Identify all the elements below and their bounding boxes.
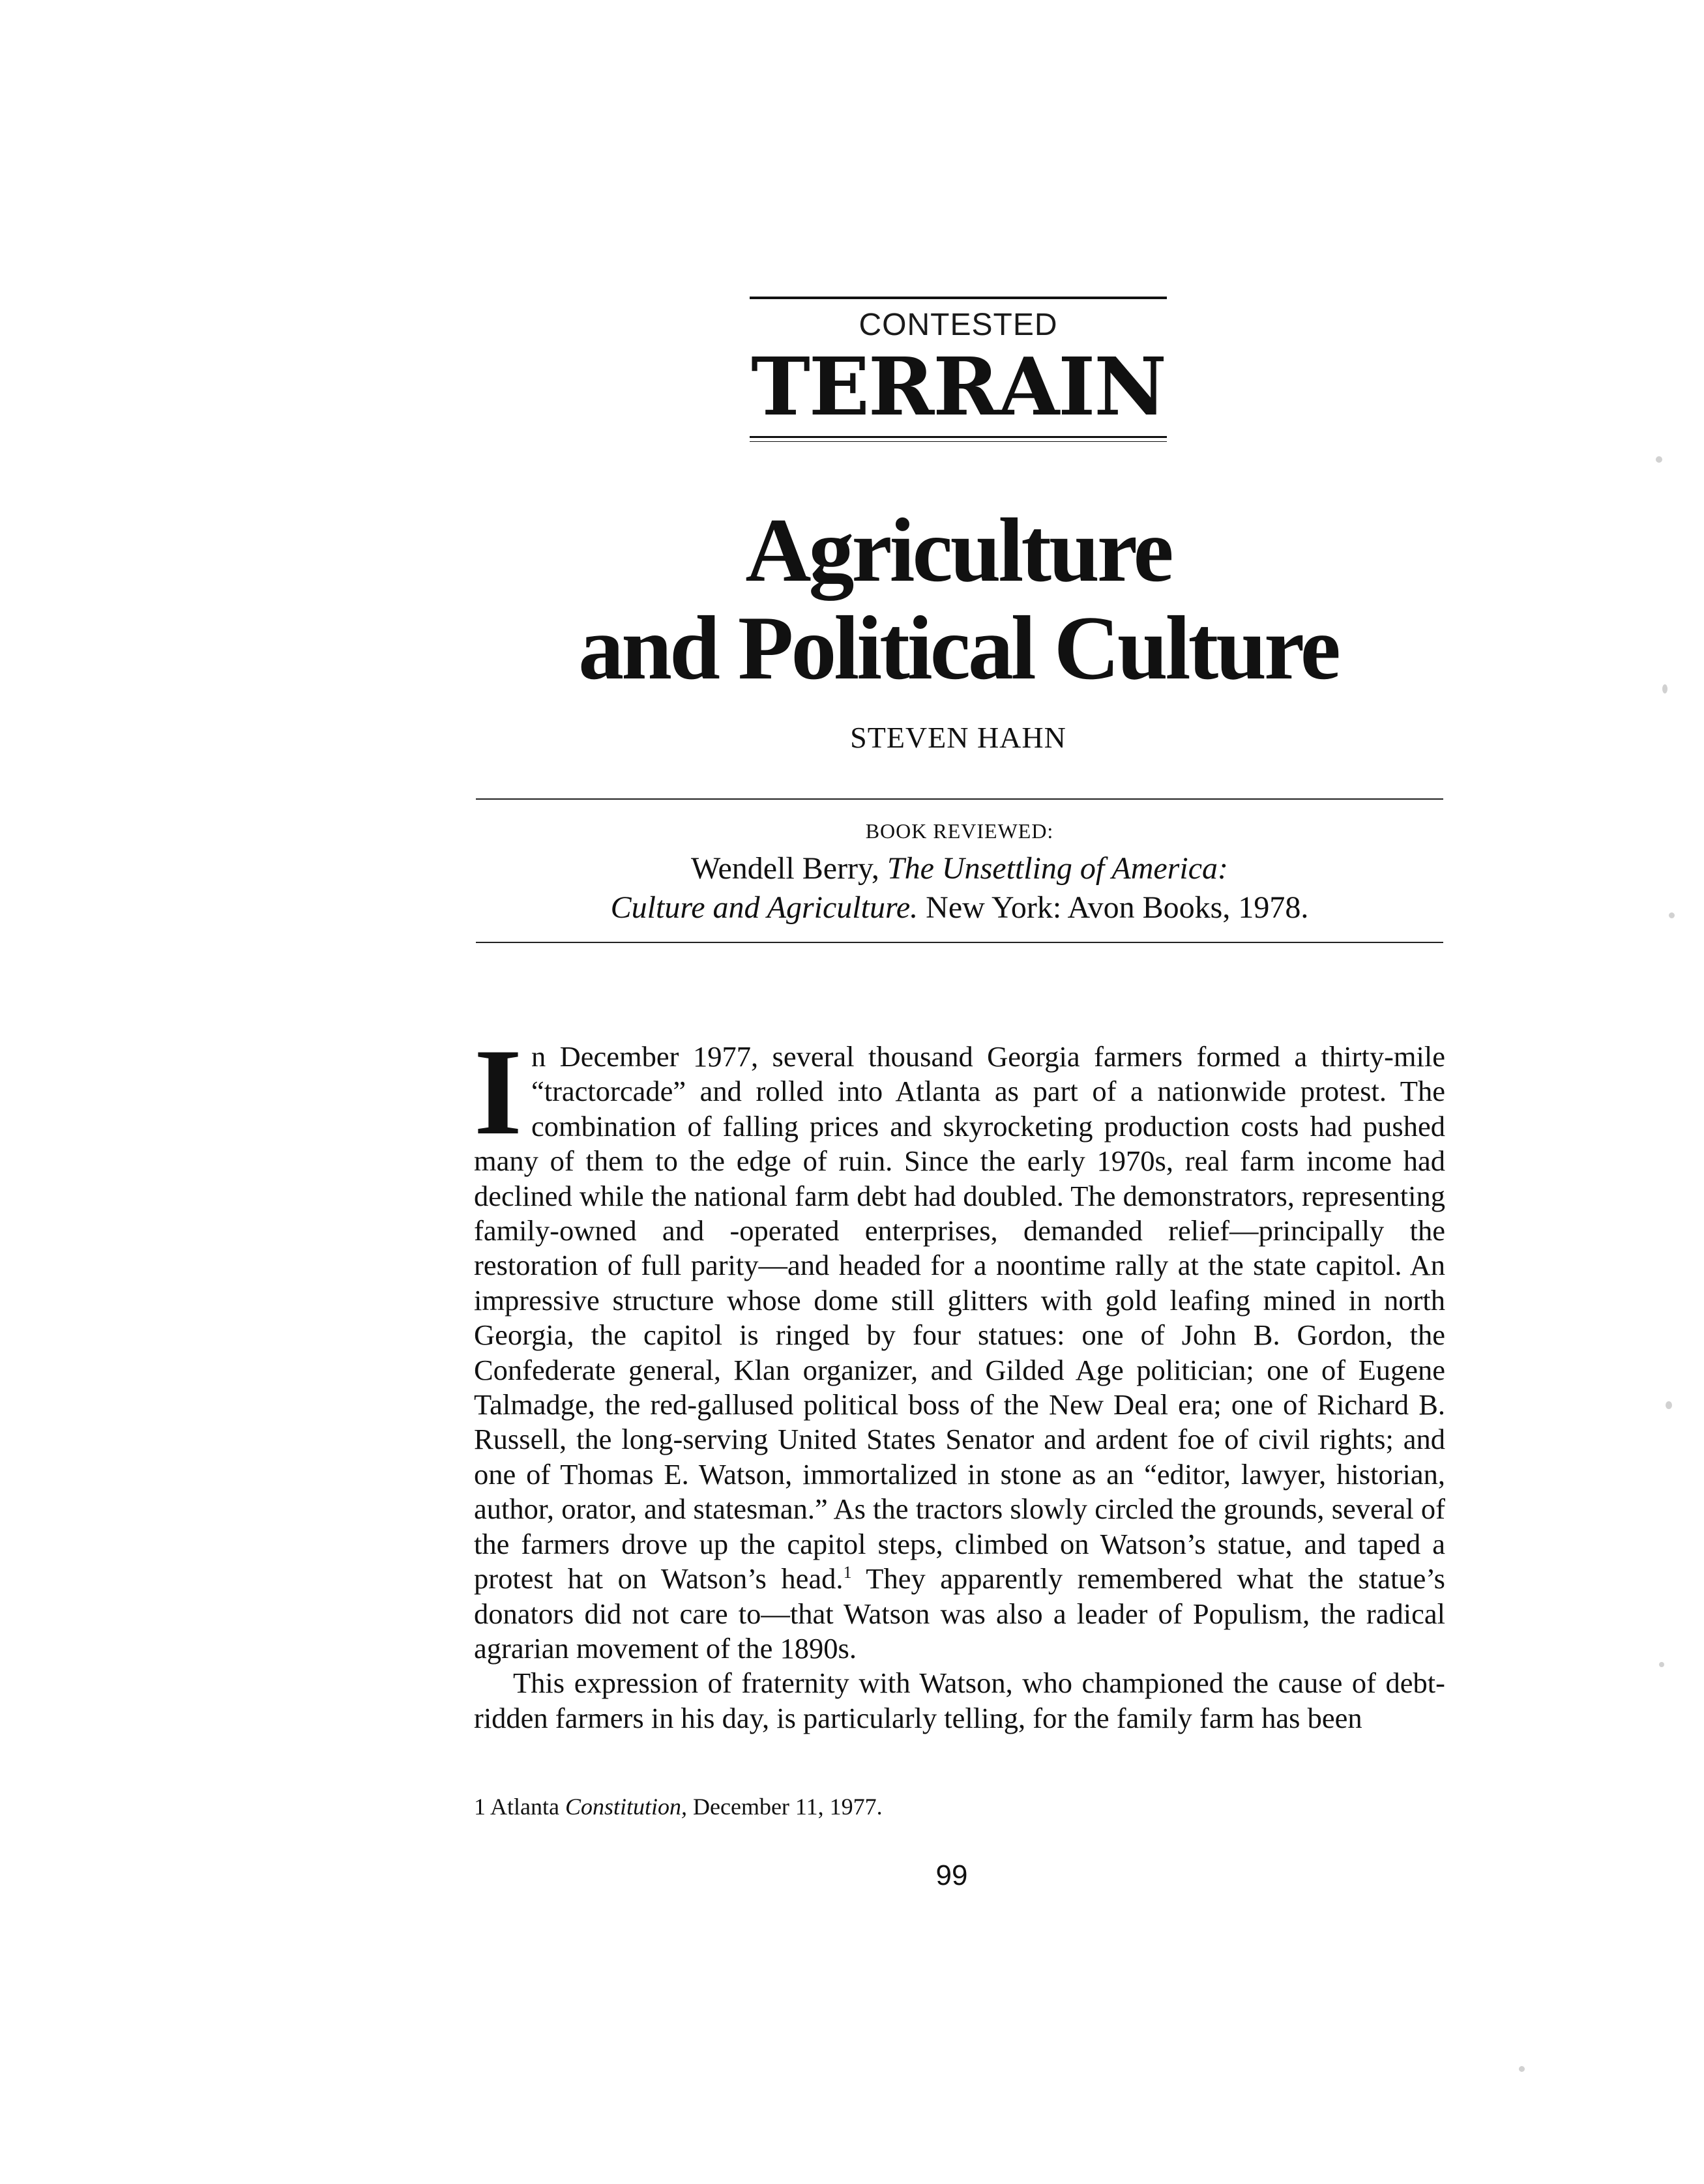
article-body (474, 981, 1445, 1736)
reviewed-book-publication: New York: Avon Books, 1978. (926, 890, 1309, 925)
article-title (456, 502, 1460, 697)
article-author: STEVEN HAHN (850, 721, 1066, 754)
paragraph-1-lead: n December 1977, several thousand Georgia farmers formed a thirty-mile “tractorcade” and rolled into Atlanta as part of a nationwide protest. The combination of falling prices and skyrocketing production costs had pushed many of them to the edge of ruin. Since the early 1970s, real farm income had declined while the national farm debt had doubled. The demonstrators, representing family-owned and -operated enterprises, demanded relief—principally the restoration of full parity—and headed for a noontime rally at the state capitol. An impressive structure whose dome still glitters with gold leafing mined in north Georgia, the capitol is ringed by four statues: one of John B. Gordon, the Confederate general, Klan organizer, and Gilded Age politician; one of Eugene Talmadge, the red-gallused political boss of the New Deal era; one of Richard B. Russell, the long-serving United States Senator and ardent foe of civil rights; and one of Thomas E. Watson, immortalized in stone as an “editor, lawyer, historian, author, orator, and statesman.” As the tractors slowly circled the grounds, several of the farmers drove up the capitol steps, climbed on Watson’s statue, and taped a protest hat on Watson’s head. (474, 1040, 1445, 1595)
scan-speckle (1669, 912, 1675, 918)
article-title-line-1: Agriculture (745, 500, 1171, 601)
header-bottom-rule (750, 436, 1167, 442)
footnote-source-prefix: Atlanta (490, 1794, 559, 1820)
review-top-rule (476, 798, 1443, 800)
scan-speckle (1662, 684, 1667, 693)
book-citation (476, 849, 1443, 927)
article-title-line-2: and Political Culture (578, 598, 1338, 699)
header-top-rule (750, 297, 1167, 299)
body-paragraph-2: This expression of fraternity with Watson, who championed the cause of debt-ridden farmers in his day, is particularly telling, for the family farm has been (474, 1667, 1445, 1734)
review-bottom-rule (476, 942, 1443, 943)
reviewed-book-title-part-2: Culture and Agriculture. (610, 890, 918, 925)
reviewed-book-author: Wendell Berry, (691, 851, 879, 886)
section-header (750, 297, 1167, 442)
section-kicker: CONTESTED (859, 308, 1058, 342)
scan-speckle (1659, 1662, 1664, 1667)
footnote (474, 1792, 1445, 1821)
body-paragraph-1 (474, 981, 1445, 1666)
reviewed-book-title-part-1: The Unsettling of America: (887, 851, 1228, 886)
scan-speckle (1666, 1401, 1672, 1409)
footnote-date: December 11, 1977. (693, 1794, 883, 1820)
page-number: 99 (935, 1859, 968, 1891)
drop-cap: I (474, 1024, 522, 1161)
footnote-number: 1 (474, 1794, 486, 1820)
footnote-source-title: Constitution, (565, 1794, 688, 1820)
book-reviewed-box (476, 798, 1443, 943)
scan-speckle (1656, 456, 1662, 463)
section-title: TERRAIN (751, 340, 1166, 433)
footnote-reference[interactable]: 1 (843, 1563, 852, 1582)
book-reviewed-label: BOOK REVIEWED: (865, 819, 1054, 843)
scan-speckle (1519, 2066, 1525, 2072)
paragraph-1-tail: They apparently remembered what the statue’s donators did not care to—that Watson was also a leader of Populism, the radical agrarian movement of the 1890s. (474, 1562, 1445, 1665)
